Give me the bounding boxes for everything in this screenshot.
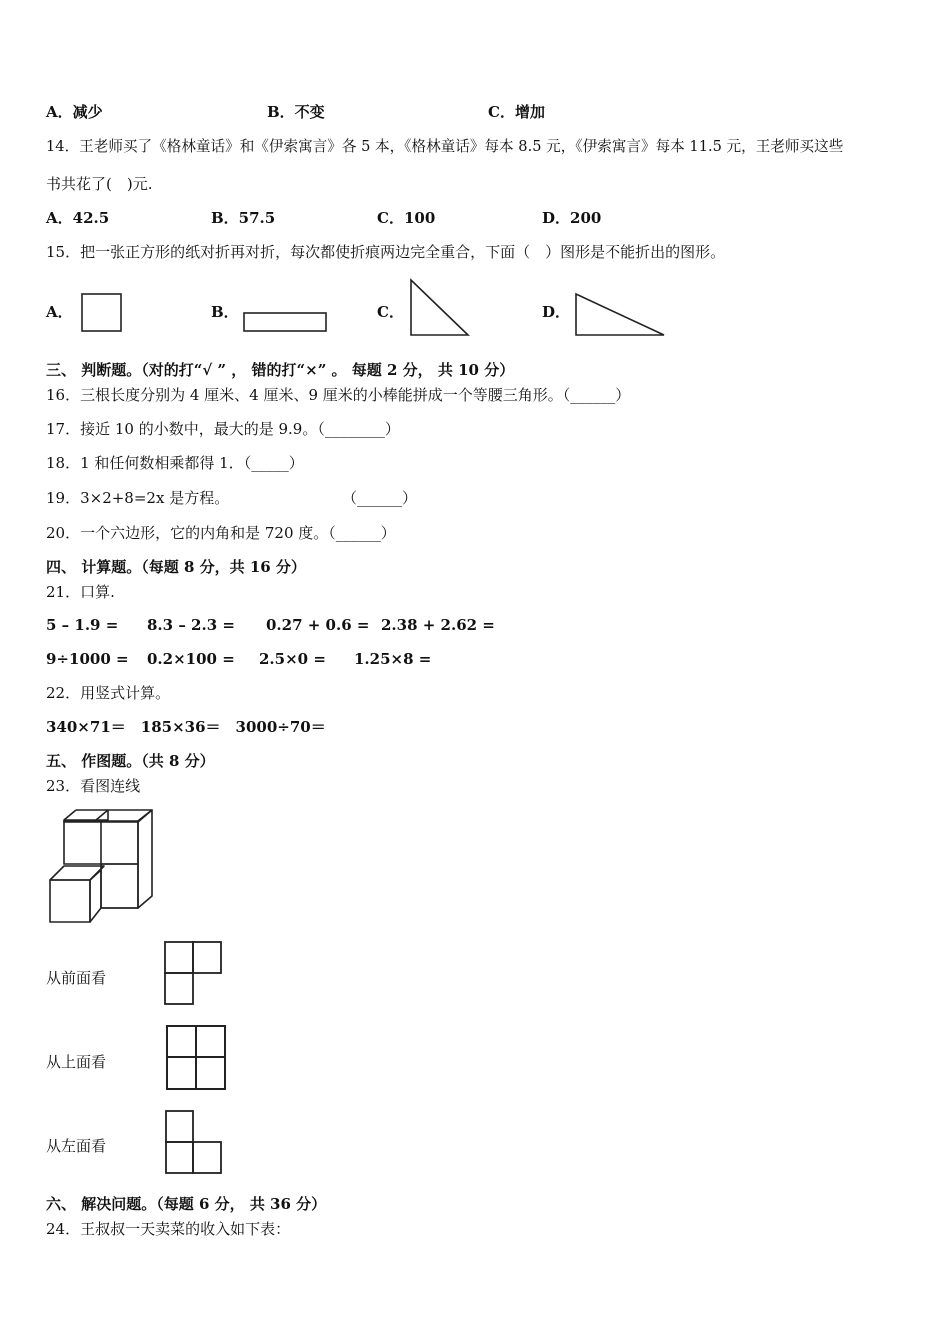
- view-label-left: 从左面看: [46, 1137, 107, 1155]
- q14-option-a: A．42.5: [46, 209, 110, 227]
- q14-option-d: D．200: [542, 209, 602, 227]
- q15-option-d: D．: [542, 303, 571, 321]
- q20-text: 20．一个六边形，它的内角和是 720 度。（______）: [46, 524, 396, 542]
- q14-option-c: C．100: [377, 209, 436, 227]
- section6-title: 六、 解决问题。（每题 6 分， 共 36 分）: [46, 1195, 327, 1213]
- q23-title: 23．看图连线: [46, 777, 141, 795]
- section4-title: 四、 计算题。（每题 8 分，共 16 分）: [46, 558, 306, 576]
- q19-text: 19．3×2+8=2x 是方程。: [46, 489, 230, 507]
- q21-expr: 2.5×0 =: [259, 650, 326, 668]
- section3-title: 三、 判断题。（对的打“√ ” ， 错的打“×” 。 每题 2 分， 共 10 分）: [46, 361, 515, 379]
- q15-right-triangle-figure: [574, 292, 668, 338]
- q21-expr: 5 – 1.9 =: [46, 616, 119, 634]
- q15-rectangle-figure: [243, 312, 329, 334]
- q21-expr: 2.38 + 2.62 =: [381, 616, 495, 634]
- q15-option-a: A．: [46, 303, 73, 321]
- q15-right-isosceles-triangle-figure: [408, 278, 472, 338]
- q18-text: 18．1 和任何数相乘都得 1．（_____）: [46, 454, 304, 472]
- q17-text: 17．接近 10 的小数中，最大的是 9.9。（________）: [46, 420, 400, 438]
- q13-option-a: A．减少: [46, 103, 103, 121]
- q22-expressions: 340×71＝ 185×36＝ 3000÷70＝: [46, 718, 326, 736]
- view-front-grid: [163, 940, 225, 1006]
- section5-title: 五、 作图题。（共 8 分）: [46, 752, 215, 770]
- q15-square-figure: [80, 293, 124, 333]
- view-label-top: 从上面看: [46, 1053, 107, 1071]
- q15-text: 15．把一张正方形的纸对折再对折，每次都使折痕两边完全重合，下面（ ）图形是不能折出的图形。: [46, 243, 726, 261]
- q14-text-line2: 书共花了( )元.: [46, 175, 153, 193]
- q19-answer-blank: （______）: [342, 489, 418, 507]
- q21-expr: 1.25×8 =: [354, 650, 432, 668]
- q13-option-c: C．增加: [488, 103, 545, 121]
- q16-text: 16．三根长度分别为 4 厘米、4 厘米、9 厘米的小棒能拼成一个等腰三角形。（______）: [46, 386, 631, 404]
- view-label-front: 从前面看: [46, 969, 107, 987]
- q24-text: 24．王叔叔一天卖菜的收入如下表：: [46, 1220, 291, 1238]
- view-left-grid: [164, 1108, 226, 1176]
- q15-option-b: B．: [211, 303, 239, 321]
- q21-expr: 8.3 – 2.3 =: [147, 616, 235, 634]
- q15-option-c: C．: [377, 303, 404, 321]
- cube-arrangement-figure: [46, 808, 158, 926]
- q13-option-b: B．不变: [267, 103, 325, 121]
- q21-title: 21．口算.: [46, 583, 115, 601]
- q14-text-line1: 14．王老师买了《格林童话》和《伊索寓言》各 5 本，《格林童话》每本 8.5 元，《伊索寓言》每本 11.5 元，王老师买这些: [46, 138, 844, 155]
- view-top-grid: [165, 1024, 229, 1092]
- q21-expr: 9÷1000 =: [46, 650, 129, 668]
- q21-expr: 0.27 + 0.6 =: [266, 616, 370, 634]
- q22-title: 22．用竖式计算。: [46, 684, 171, 702]
- q21-expr: 0.2×100 =: [147, 650, 235, 668]
- q14-option-b: B．57.5: [211, 209, 276, 227]
